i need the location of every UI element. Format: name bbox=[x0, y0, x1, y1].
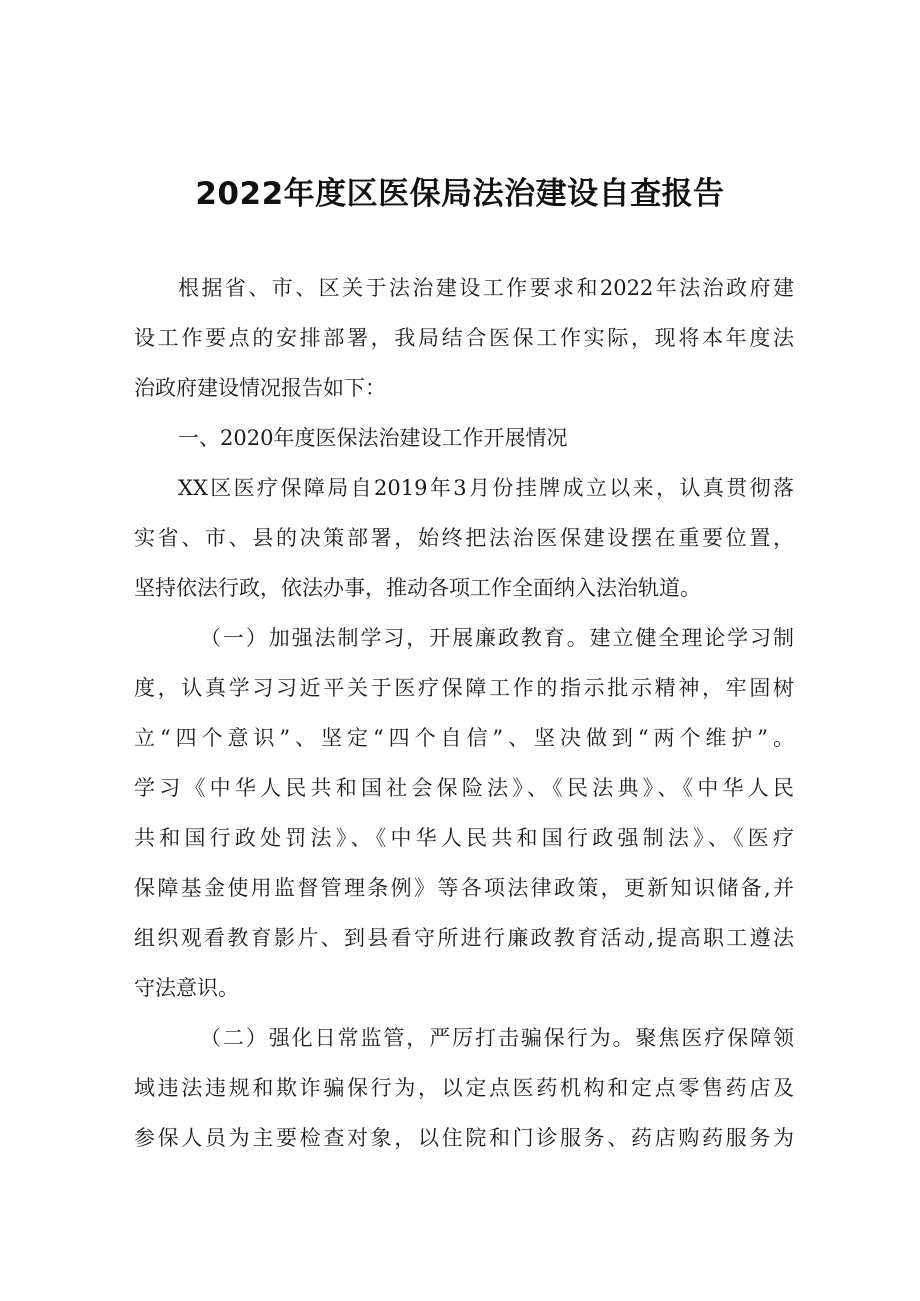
document-title: 2022年度区医保局法治建设自查报告 bbox=[195, 176, 725, 212]
body-line: 根据省、市、区关于法治建设工作要求和2022年法治政府建 bbox=[178, 276, 794, 300]
body-line: 共和国行政处罚法》、《中华人民共和国行政强制法》、《医疗 bbox=[134, 826, 794, 850]
body-line: 立“四个意识”、坚定“四个自信”、坚决做到“两个维护”。 bbox=[134, 726, 794, 750]
body-line: 坚持依法行政，依法办事，推动各项工作全面纳入法治轨道。 bbox=[134, 576, 701, 600]
body-line: 学习《中华人民共和国社会保险法》、《民法典》、《中华人民 bbox=[134, 776, 794, 800]
body-line: 参保人员为主要检查对象，以住院和门诊服务、药店购药服务为 bbox=[134, 1126, 794, 1150]
body-line: 设工作要点的安排部署，我局结合医保工作实际，现将本年度法 bbox=[134, 326, 794, 350]
body-line: （一）加强法制学习，开展廉政教育。建立健全理论学习制 bbox=[200, 626, 794, 650]
body-line: 域违法违规和欺诈骗保行为，以定点医药机构和定点零售药店及 bbox=[134, 1076, 794, 1100]
body-line: （二）强化日常监管，严厉打击骗保行为。聚焦医疗保障领 bbox=[200, 1026, 794, 1050]
section-heading: 一、2020年度医保法治建设工作开展情况 bbox=[178, 426, 568, 450]
body-line: XX区医疗保障局自2019年3月份挂牌成立以来，认真贯彻落 bbox=[178, 476, 794, 500]
body-line: 守法意识。 bbox=[134, 976, 239, 1000]
body-line: 度，认真学习习近平关于医疗保障工作的指示批示精神，牢固树 bbox=[134, 676, 794, 700]
body-line: 实省、市、县的决策部署，始终把法治医保建设摆在重要位置， bbox=[134, 526, 794, 550]
body-line: 保障基金使用监督管理条例》等各项法律政策，更新知识储备,并 bbox=[134, 876, 794, 900]
body-line: 治政府建设情况报告如下： bbox=[134, 376, 386, 400]
body-line: 组织观看教育影片、到县看守所进行廉政教育活动,提高职工遵法 bbox=[134, 926, 794, 950]
